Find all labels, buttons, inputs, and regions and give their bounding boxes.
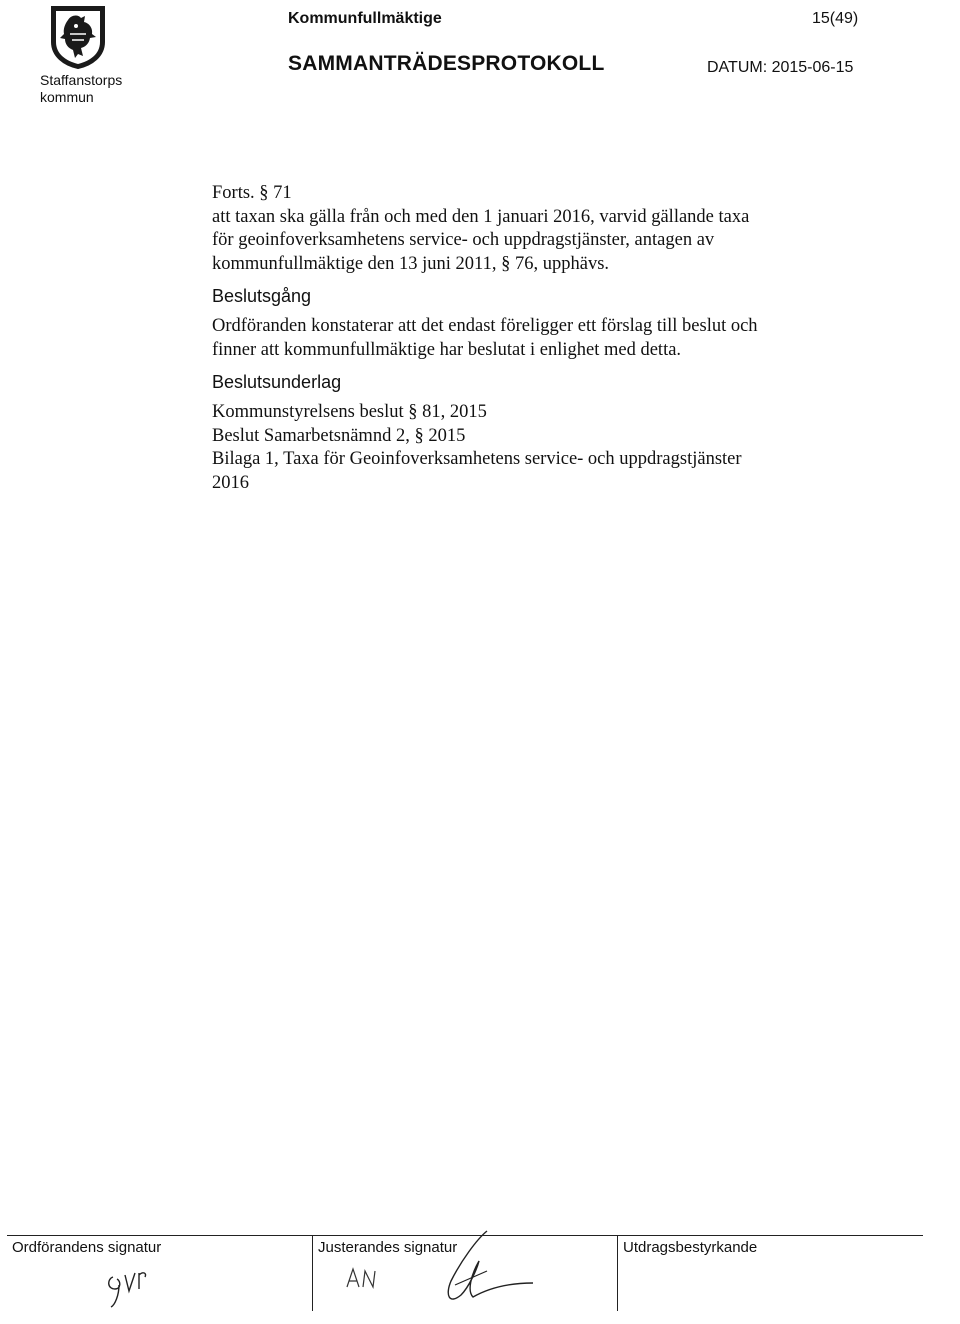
basis-line: 2016 xyxy=(212,472,249,493)
basis-line: Beslut Samarbetsnämnd 2, § 2015 xyxy=(212,425,466,446)
decision-line: kommunfullmäktige den 13 juni 2011, § 76, upphävs. xyxy=(212,253,610,274)
decision-line: för geoinfoverksamhetens service- och uppdragstjänster, antagen av xyxy=(212,230,715,250)
basis-heading: Beslutsunderlag xyxy=(212,372,342,392)
adjuster-signature-label: Justerandes signatur xyxy=(318,1239,458,1256)
continuation-line: Forts. § 71 xyxy=(212,183,292,203)
document-date: DATUM: 2015-06-15 xyxy=(707,59,854,76)
document-body xyxy=(212,182,872,495)
decision-line: att taxan ska gälla från och med den 1 januari 2016, varvid gällande taxa xyxy=(212,206,750,227)
extract-certification-box xyxy=(617,1235,924,1311)
signature-footer xyxy=(7,1235,923,1311)
adjuster-signature-icon xyxy=(337,1225,537,1315)
basis-line: Bilaga 1, Taxa för Geoinfoverksamhetens service- och uppdragstjänster xyxy=(212,449,742,469)
extract-certification-label: Utdragsbestyrkande xyxy=(623,1239,758,1256)
process-heading: Beslutsgång xyxy=(212,286,312,306)
page-number: 15(49) xyxy=(812,10,859,27)
basis-line: Kommunstyrelsens beslut § 81, 2015 xyxy=(212,402,487,422)
organization-name xyxy=(40,72,140,106)
chair-signature-icon xyxy=(103,1265,163,1309)
adjuster-signature-box xyxy=(312,1235,618,1311)
process-line: Ordföranden konstaterar att det endast föreligger ett förslag till beslut och xyxy=(212,316,758,336)
process-line: finner att kommunfullmäktige har beslutat i enlighet med detta. xyxy=(212,339,682,360)
organization-name-line1: Staffanstorps xyxy=(40,72,123,88)
chair-signature-box xyxy=(7,1235,312,1311)
committee-name: Kommunfullmäktige xyxy=(288,10,442,27)
document-title: SAMMANTRÄDESPROTOKOLL xyxy=(288,52,605,75)
organization-name-line2: kommun xyxy=(40,89,94,105)
coat-of-arms-icon xyxy=(48,4,108,70)
chair-signature-label: Ordförandens signatur xyxy=(12,1239,162,1256)
